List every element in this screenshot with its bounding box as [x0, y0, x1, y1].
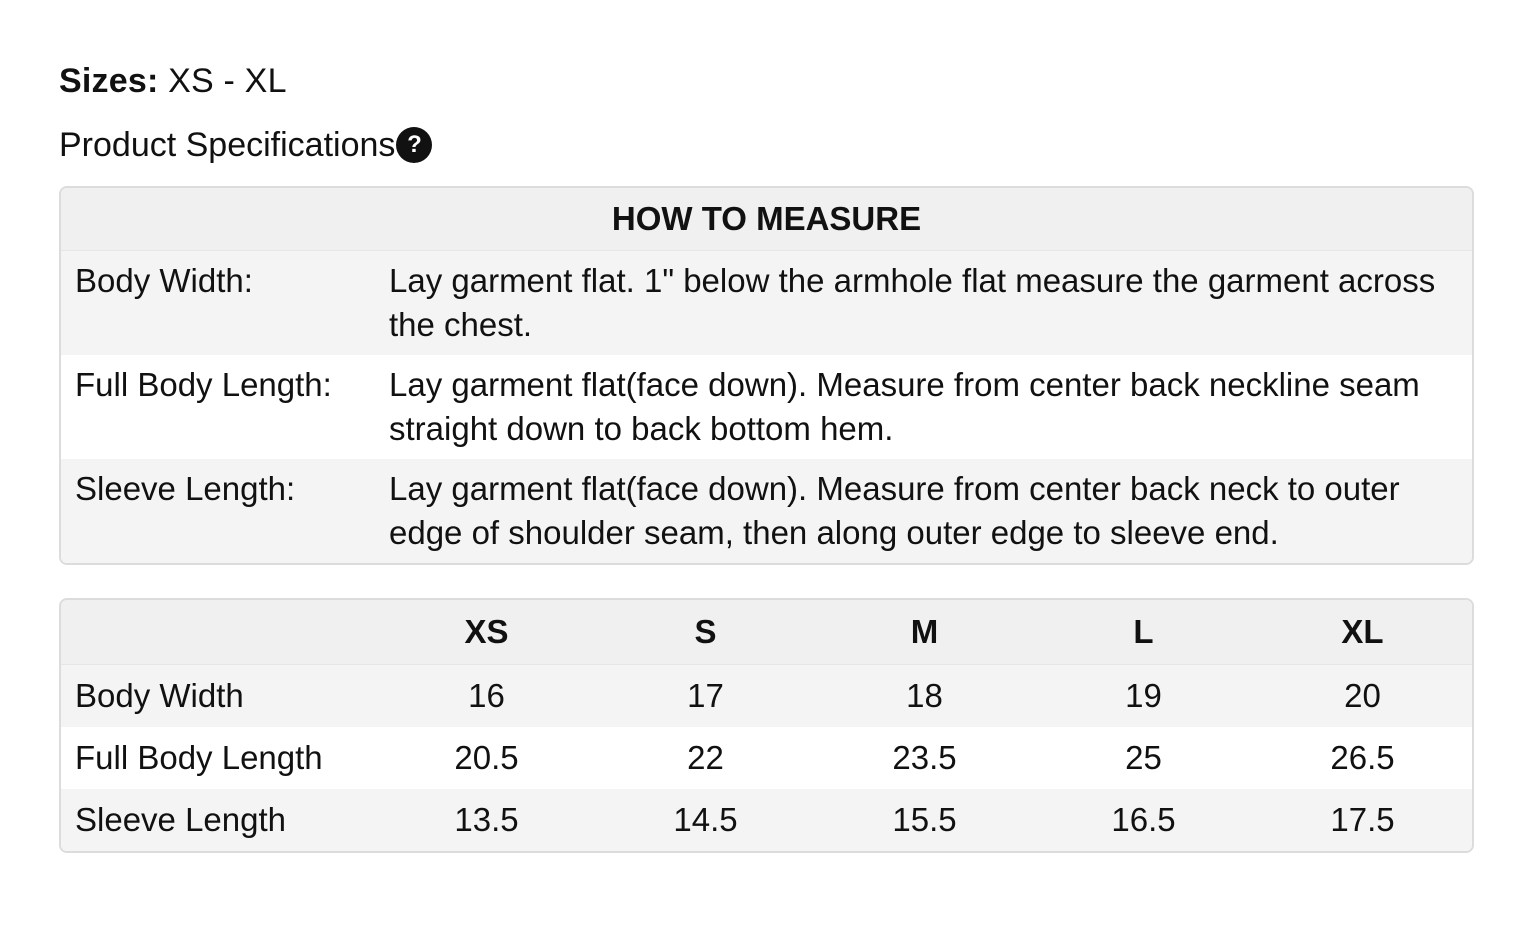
measure-row-full-body-length [61, 355, 1472, 459]
size-cell: 25 [1034, 727, 1253, 789]
size-row-label: Sleeve Length [61, 789, 377, 851]
size-column-header: L [1034, 600, 1253, 665]
size-row-label: Full Body Length [61, 727, 377, 789]
measure-term: Body Width: [61, 251, 389, 355]
size-chart-corner [61, 600, 377, 665]
measure-description: Lay garment flat(face down). Measure from center back neckline seam straight down to back bottom hem. [389, 355, 1472, 459]
size-cell: 16 [377, 665, 596, 727]
size-row-sleeve-length [61, 789, 1472, 851]
product-size-info [59, 58, 1474, 853]
size-cell: 26.5 [1253, 727, 1472, 789]
help-icon[interactable]: ? [396, 127, 432, 163]
size-cell: 13.5 [377, 789, 596, 851]
how-to-measure-title: HOW TO MEASURE [61, 188, 1472, 251]
size-column-header: S [596, 600, 815, 665]
size-row-full-body-length [61, 727, 1472, 789]
size-cell: 20 [1253, 665, 1472, 727]
measure-row-body-width [61, 251, 1472, 355]
product-specifications-heading [59, 122, 1474, 168]
measure-description: Lay garment flat. 1" below the armhole flat measure the garment across the chest. [389, 251, 1472, 355]
size-cell: 16.5 [1034, 789, 1253, 851]
how-to-measure-header-row [61, 188, 1472, 251]
size-column-header: M [815, 600, 1034, 665]
size-cell: 18 [815, 665, 1034, 727]
size-cell: 17 [596, 665, 815, 727]
measure-row-sleeve-length [61, 459, 1472, 563]
sizes-summary [59, 58, 1474, 104]
size-cell: 19 [1034, 665, 1253, 727]
measure-description: Lay garment flat(face down). Measure from center back neck to outer edge of shoulder seam, then along outer edge to sleeve end. [389, 459, 1472, 563]
size-chart-header-row [61, 600, 1472, 665]
size-column-header: XS [377, 600, 596, 665]
size-row-label: Body Width [61, 665, 377, 727]
how-to-measure-table [59, 186, 1474, 565]
size-cell: 17.5 [1253, 789, 1472, 851]
size-column-header: XL [1253, 600, 1472, 665]
size-cell: 23.5 [815, 727, 1034, 789]
size-chart-table [59, 598, 1474, 853]
measure-term: Full Body Length: [61, 355, 389, 459]
size-cell: 20.5 [377, 727, 596, 789]
size-cell: 22 [596, 727, 815, 789]
sizes-label: Sizes: [59, 62, 159, 100]
product-specifications-title: Product Specifications [59, 126, 396, 164]
measure-term: Sleeve Length: [61, 459, 389, 563]
size-row-body-width [61, 665, 1472, 727]
sizes-range: XS - XL [158, 62, 287, 100]
size-cell: 15.5 [815, 789, 1034, 851]
size-cell: 14.5 [596, 789, 815, 851]
